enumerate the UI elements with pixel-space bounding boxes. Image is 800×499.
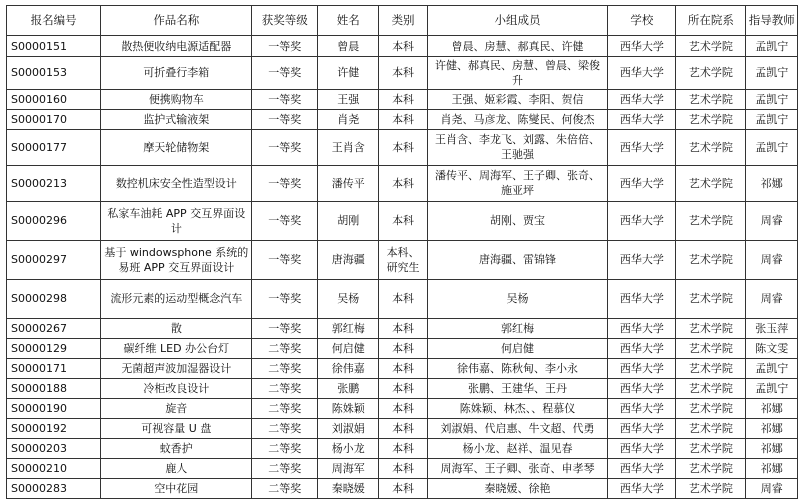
cell-school: 西华大学 [608, 338, 676, 358]
cell-advisor: 孟凯宁 [746, 358, 798, 378]
cell-id: S0000297 [7, 240, 101, 279]
cell-id: S0000177 [7, 129, 101, 165]
cell-members: 王肖含、李龙飞、刘露、朱倍倍、王驰强 [427, 129, 608, 165]
cell-id: S0000160 [7, 89, 101, 109]
cell-id: S0000283 [7, 478, 101, 498]
cell-dept: 艺术学院 [676, 129, 746, 165]
cell-id: S0000190 [7, 398, 101, 418]
table-row [7, 418, 798, 438]
table-row [7, 129, 798, 165]
cell-category: 本科 [379, 129, 427, 165]
cell-award: 二等奖 [252, 378, 318, 398]
cell-members: 陈姝颖、林杰、、程慕仪 [427, 398, 608, 418]
cell-members: 杨小龙、赵祥、温见春 [427, 438, 608, 458]
cell-id: S0000213 [7, 165, 101, 201]
cell-id: S0000296 [7, 201, 101, 240]
cell-advisor: 孟凯宁 [746, 36, 798, 57]
header-advisor: 指导教师 [746, 6, 798, 36]
cell-id: S0000170 [7, 109, 101, 129]
cell-members: 唐海疆、雷锦锋 [427, 240, 608, 279]
cell-school: 西华大学 [608, 318, 676, 338]
cell-school: 西华大学 [608, 358, 676, 378]
cell-award: 二等奖 [252, 458, 318, 478]
cell-members: 胡刚、贾宝 [427, 201, 608, 240]
cell-id: S0000267 [7, 318, 101, 338]
table-row [7, 358, 798, 378]
cell-members: 吴杨 [427, 279, 608, 318]
cell-title: 冷柜改良设计 [101, 378, 252, 398]
cell-advisor: 孟凯宁 [746, 89, 798, 109]
cell-title: 空中花园 [101, 478, 252, 498]
cell-advisor: 祁娜 [746, 165, 798, 201]
cell-name: 秦晓媛 [318, 478, 379, 498]
cell-id: S0000129 [7, 338, 101, 358]
cell-name: 许健 [318, 57, 379, 90]
cell-members: 潘传平、周海军、王子卿、张奇、施亚坪 [427, 165, 608, 201]
cell-name: 肖尧 [318, 109, 379, 129]
cell-school: 西华大学 [608, 109, 676, 129]
cell-award: 一等奖 [252, 240, 318, 279]
cell-award: 一等奖 [252, 36, 318, 57]
awards-table [6, 5, 798, 499]
cell-name: 张鹏 [318, 378, 379, 398]
cell-members: 王强、姬彩霞、李阳、贺信 [427, 89, 608, 109]
cell-advisor: 祁娜 [746, 458, 798, 478]
cell-title: 可折叠行李箱 [101, 57, 252, 90]
cell-id: S0000210 [7, 458, 101, 478]
cell-title: 基于 windowsphone 系统的易班 APP 交互界面设计 [101, 240, 252, 279]
cell-name: 王肖含 [318, 129, 379, 165]
cell-category: 本科 [379, 378, 427, 398]
cell-school: 西华大学 [608, 57, 676, 90]
cell-school: 西华大学 [608, 89, 676, 109]
cell-title: 数控机床安全性造型设计 [101, 165, 252, 201]
cell-title: 可视容量 U 盘 [101, 418, 252, 438]
cell-award: 一等奖 [252, 201, 318, 240]
cell-title: 便携购物车 [101, 89, 252, 109]
cell-award: 一等奖 [252, 129, 318, 165]
cell-name: 周海军 [318, 458, 379, 478]
cell-title: 流形元素的运动型概念汽车 [101, 279, 252, 318]
cell-dept: 艺术学院 [676, 201, 746, 240]
cell-advisor: 孟凯宁 [746, 378, 798, 398]
cell-dept: 艺术学院 [676, 338, 746, 358]
cell-school: 西华大学 [608, 378, 676, 398]
cell-name: 曾晨 [318, 36, 379, 57]
cell-dept: 艺术学院 [676, 318, 746, 338]
table-row [7, 57, 798, 90]
table-row [7, 240, 798, 279]
cell-advisor: 孟凯宁 [746, 129, 798, 165]
cell-category: 本科 [379, 318, 427, 338]
cell-dept: 艺术学院 [676, 89, 746, 109]
header-name: 姓名 [318, 6, 379, 36]
cell-award: 二等奖 [252, 478, 318, 498]
cell-award: 一等奖 [252, 89, 318, 109]
cell-title: 蚊香护 [101, 438, 252, 458]
cell-category: 本科 [379, 57, 427, 90]
cell-members: 张鹏、王建华、王丹 [427, 378, 608, 398]
cell-school: 西华大学 [608, 438, 676, 458]
cell-dept: 艺术学院 [676, 57, 746, 90]
cell-school: 西华大学 [608, 201, 676, 240]
cell-advisor: 陈文雯 [746, 338, 798, 358]
cell-title: 摩天轮储物架 [101, 129, 252, 165]
table-row [7, 478, 798, 498]
cell-advisor: 周睿 [746, 240, 798, 279]
cell-category: 本科 [379, 458, 427, 478]
cell-award: 二等奖 [252, 418, 318, 438]
table-row [7, 398, 798, 418]
cell-dept: 艺术学院 [676, 458, 746, 478]
cell-title: 无菌超声波加湿器设计 [101, 358, 252, 378]
cell-dept: 艺术学院 [676, 36, 746, 57]
cell-award: 二等奖 [252, 358, 318, 378]
cell-dept: 艺术学院 [676, 398, 746, 418]
cell-award: 一等奖 [252, 57, 318, 90]
cell-category: 本科 [379, 165, 427, 201]
cell-title: 监护式输液架 [101, 109, 252, 129]
cell-id: S0000298 [7, 279, 101, 318]
cell-title: 碳纤维 LED 办公台灯 [101, 338, 252, 358]
cell-members: 肖尧、马彦龙、陈燮民、何俊杰 [427, 109, 608, 129]
table-row [7, 279, 798, 318]
cell-dept: 艺术学院 [676, 358, 746, 378]
cell-category: 本科 [379, 418, 427, 438]
cell-dept: 艺术学院 [676, 378, 746, 398]
cell-name: 王强 [318, 89, 379, 109]
cell-name: 吴杨 [318, 279, 379, 318]
cell-name: 何启健 [318, 338, 379, 358]
cell-members: 周海军、王子卿、张奇、申孝琴 [427, 458, 608, 478]
cell-id: S0000188 [7, 378, 101, 398]
header-row [7, 6, 798, 36]
cell-category: 本科 [379, 478, 427, 498]
cell-name: 杨小龙 [318, 438, 379, 458]
cell-school: 西华大学 [608, 398, 676, 418]
cell-advisor: 祁娜 [746, 398, 798, 418]
cell-title: 旋音 [101, 398, 252, 418]
header-members: 小组成员 [427, 6, 608, 36]
cell-name: 陈姝颖 [318, 398, 379, 418]
cell-id: S0000171 [7, 358, 101, 378]
cell-school: 西华大学 [608, 458, 676, 478]
table-row [7, 338, 798, 358]
cell-members: 郭红梅 [427, 318, 608, 338]
cell-name: 徐伟嘉 [318, 358, 379, 378]
header-school: 学校 [608, 6, 676, 36]
table-row [7, 165, 798, 201]
cell-school: 西华大学 [608, 129, 676, 165]
table-row [7, 201, 798, 240]
cell-category: 本科 [379, 358, 427, 378]
table-row [7, 109, 798, 129]
cell-award: 一等奖 [252, 318, 318, 338]
cell-category: 本科、研究生 [379, 240, 427, 279]
cell-members: 曾晨、房慧、郝真民、许健 [427, 36, 608, 57]
cell-dept: 艺术学院 [676, 418, 746, 438]
cell-members: 何启健 [427, 338, 608, 358]
cell-name: 唐海疆 [318, 240, 379, 279]
table-row [7, 438, 798, 458]
cell-title: 鹿人 [101, 458, 252, 478]
cell-advisor: 祁娜 [746, 438, 798, 458]
cell-category: 本科 [379, 338, 427, 358]
cell-title: 散热便收纳电源适配器 [101, 36, 252, 57]
cell-name: 胡刚 [318, 201, 379, 240]
cell-name: 潘传平 [318, 165, 379, 201]
cell-school: 西华大学 [608, 478, 676, 498]
cell-award: 二等奖 [252, 398, 318, 418]
cell-id: S0000151 [7, 36, 101, 57]
cell-dept: 艺术学院 [676, 165, 746, 201]
table-row [7, 36, 798, 57]
cell-members: 许健、郝真民、房慧、曾晨、梁俊升 [427, 57, 608, 90]
cell-category: 本科 [379, 36, 427, 57]
cell-school: 西华大学 [608, 279, 676, 318]
cell-id: S0000153 [7, 57, 101, 90]
header-award: 获奖等级 [252, 6, 318, 36]
header-category: 类别 [379, 6, 427, 36]
cell-id: S0000203 [7, 438, 101, 458]
header-id: 报名编号 [7, 6, 101, 36]
cell-school: 西华大学 [608, 165, 676, 201]
cell-advisor: 孟凯宁 [746, 109, 798, 129]
cell-category: 本科 [379, 438, 427, 458]
cell-members: 刘淑娟、代启惠、牛文超、代勇 [427, 418, 608, 438]
header-title: 作品名称 [101, 6, 252, 36]
cell-dept: 艺术学院 [676, 240, 746, 279]
cell-category: 本科 [379, 89, 427, 109]
cell-advisor: 孟凯宁 [746, 57, 798, 90]
cell-id: S0000192 [7, 418, 101, 438]
cell-category: 本科 [379, 201, 427, 240]
cell-category: 本科 [379, 109, 427, 129]
cell-name: 郭红梅 [318, 318, 379, 338]
table-row [7, 89, 798, 109]
cell-dept: 艺术学院 [676, 279, 746, 318]
cell-award: 一等奖 [252, 279, 318, 318]
table-row [7, 458, 798, 478]
table-row [7, 318, 798, 338]
cell-title: 私家车油耗 APP 交互界面设计 [101, 201, 252, 240]
cell-advisor: 祁娜 [746, 418, 798, 438]
cell-advisor: 周睿 [746, 279, 798, 318]
cell-members: 秦晓媛、徐艳 [427, 478, 608, 498]
cell-school: 西华大学 [608, 36, 676, 57]
cell-dept: 艺术学院 [676, 478, 746, 498]
cell-award: 二等奖 [252, 338, 318, 358]
cell-title: 散 [101, 318, 252, 338]
cell-school: 西华大学 [608, 418, 676, 438]
cell-name: 刘淑娟 [318, 418, 379, 438]
cell-award: 二等奖 [252, 438, 318, 458]
cell-category: 本科 [379, 398, 427, 418]
cell-advisor: 周睿 [746, 478, 798, 498]
cell-advisor: 周睿 [746, 201, 798, 240]
header-dept: 所在院系 [676, 6, 746, 36]
cell-dept: 艺术学院 [676, 438, 746, 458]
cell-school: 西华大学 [608, 240, 676, 279]
cell-advisor: 张玉萍 [746, 318, 798, 338]
cell-award: 一等奖 [252, 109, 318, 129]
cell-dept: 艺术学院 [676, 109, 746, 129]
cell-members: 徐伟嘉、陈秋甸、李小永 [427, 358, 608, 378]
cell-award: 一等奖 [252, 165, 318, 201]
table-row [7, 378, 798, 398]
cell-category: 本科 [379, 279, 427, 318]
